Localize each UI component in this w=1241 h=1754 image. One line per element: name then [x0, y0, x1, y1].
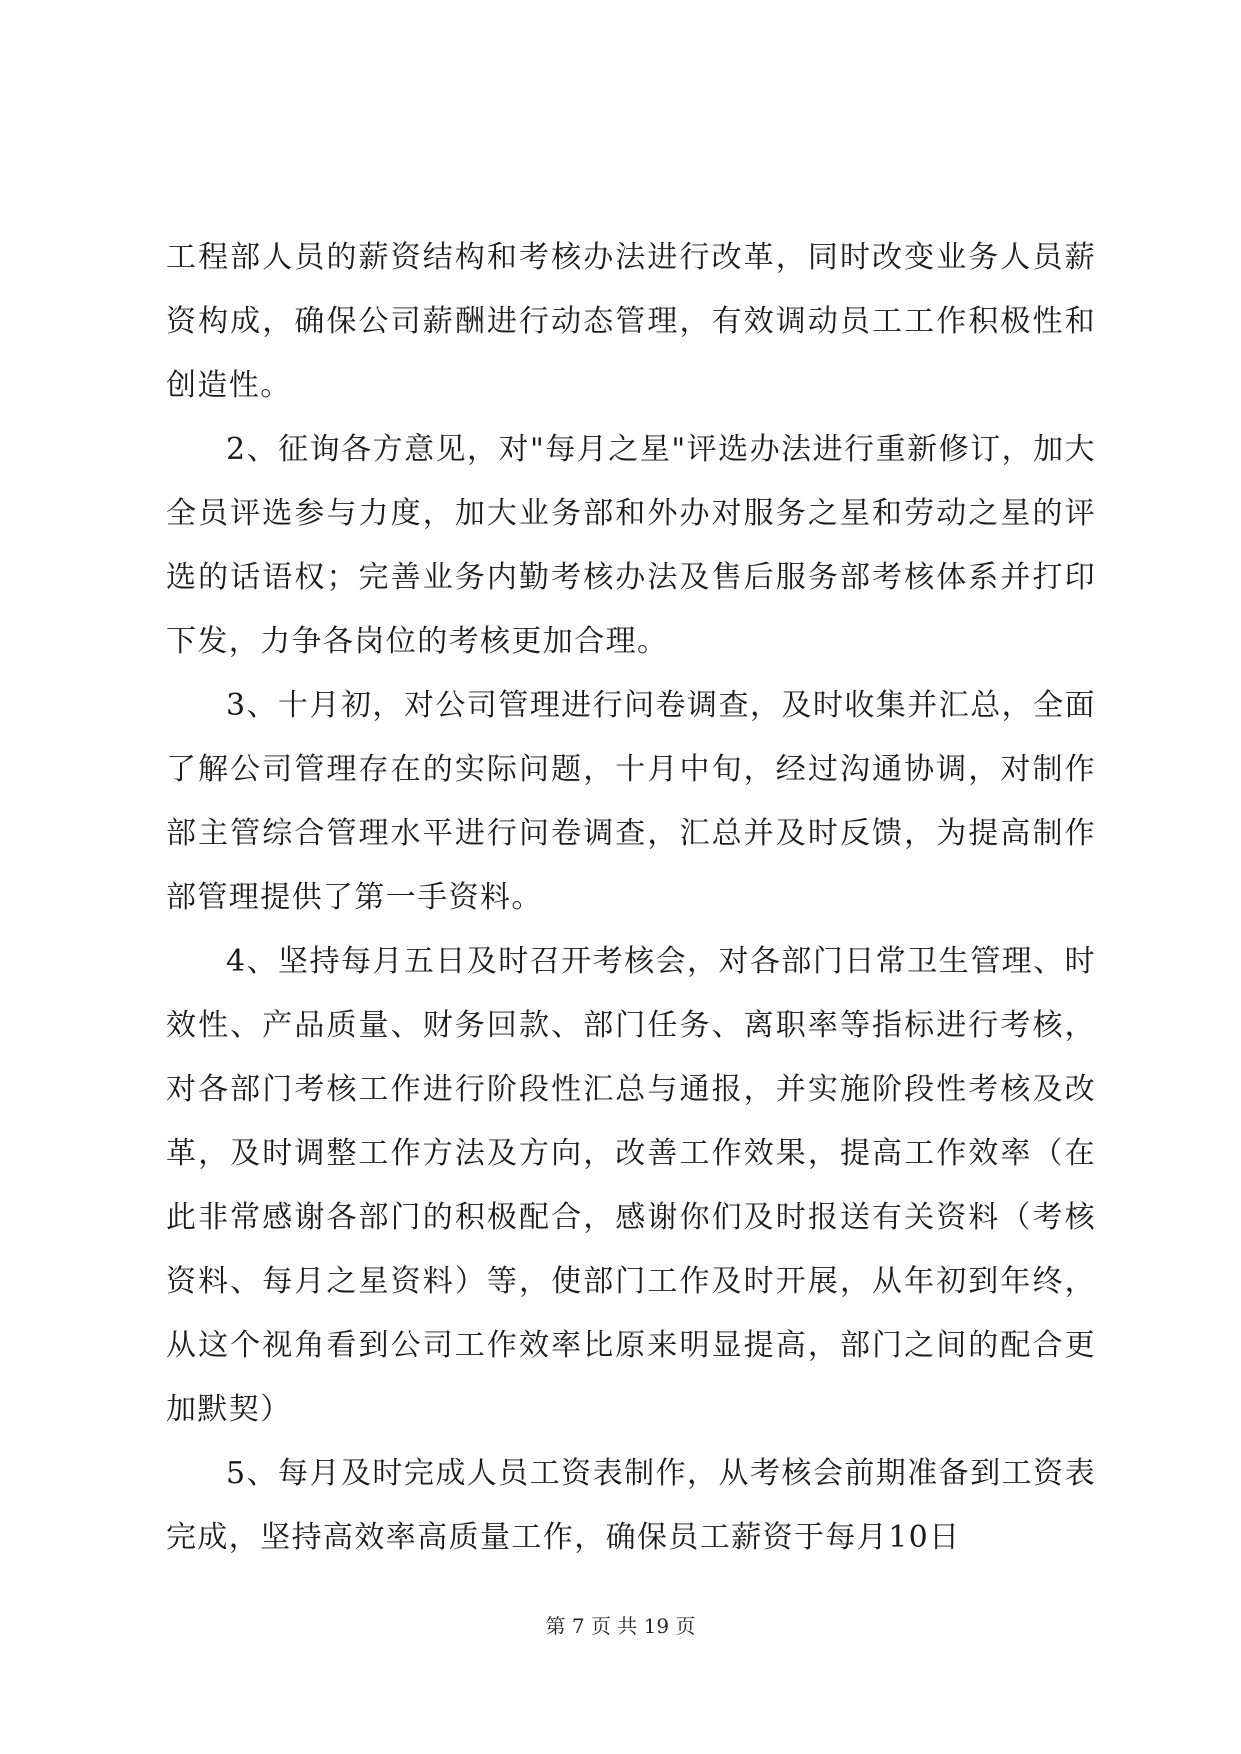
document-body: [166, 226, 1096, 1570]
paragraph-3: 3、十月初，对公司管理进行问卷调查，及时收集并汇总，全面了解公司管理存在的实际问题，十月中旬，经过沟通协调，对制作部主管综合管理水平进行问卷调查，汇总并及时反馈，为提高制作部管理提供了第一手资料。: [166, 688, 1096, 915]
paragraph-1: 工程部人员的薪资结构和考核办法进行改革，同时改变业务人员薪资构成，确保公司薪酬进行动态管理，有效调动员工工作积极性和创造性。: [166, 240, 1096, 403]
paragraph-4: 4、坚持每月五日及时召开考核会，对各部门日常卫生管理、时效性、产品质量、财务回款、部门任务、离职率等指标进行考核，对各部门考核工作进行阶段性汇总与通报，并实施阶段性考核及改革，及时调整工作方法及方向，改善工作效果，提高工作效率（在此非常感谢各部门的积极配合，感谢你们及时报送有关资料（考核资料、每月之星资料）等，使部门工作及时开展，从年初到年终，从这个视角看到公司工作效率比原来明显提高，部门之间的配合更加默契）: [166, 944, 1096, 1427]
page-number-footer: 第 7 页 共 19 页: [545, 1614, 696, 1638]
paragraph-2: 2、征询各方意见，对"每月之星"评选办法进行重新修订，加大全员评选参与力度，加大业务部和外办对服务之星和劳动之星的评选的话语权；完善业务内勤考核办法及售后服务部考核体系并打印下发，力争各岗位的考核更加合理。: [166, 432, 1096, 659]
paragraph-5: 5、每月及时完成人员工资表制作，从考核会前期准备到工资表完成，坚持高效率高质量工作，确保员工薪资于每月10日: [166, 1456, 1096, 1555]
